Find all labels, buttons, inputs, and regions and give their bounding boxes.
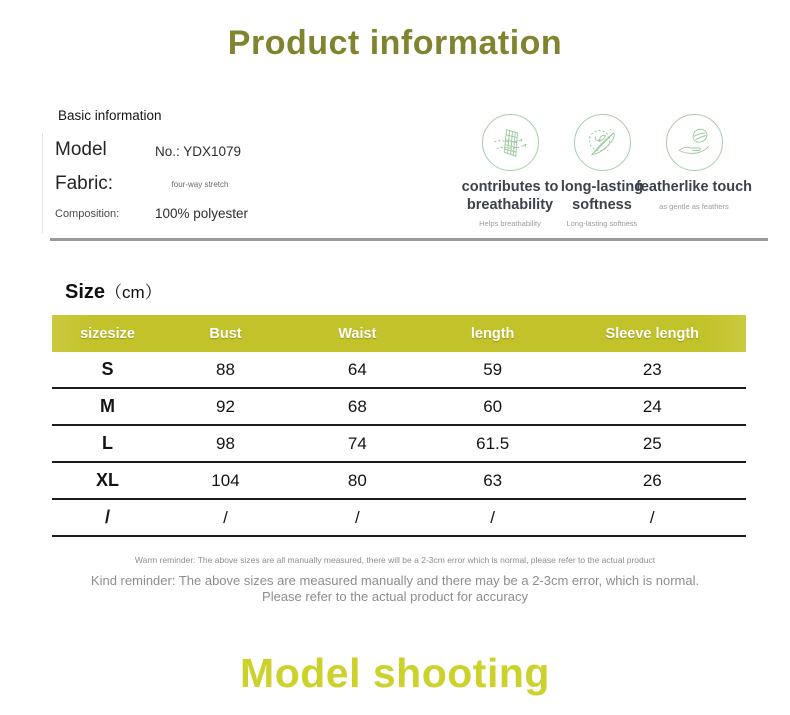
table-row-xl [52,463,746,500]
table-row-m [52,389,746,426]
feature-title: featherlike touch [635,179,753,195]
size-label: S [101,359,114,379]
breathable-mesh-icon [482,114,539,171]
size-label: / [105,507,111,527]
bust-value: 104 [211,470,240,490]
feature-title: long-lasting softness [560,179,644,213]
feature-subtitle: Long-lasting softness [566,219,638,229]
sleeve-length-value: / [649,507,655,527]
kind-reminder-text [0,573,790,606]
kind-reminder-line1: Kind reminder: The above sizes are measured manually and there may be a 2-3cm error, which is normal. [90,573,700,588]
column-header: Waist [338,325,377,342]
size-heading [65,278,162,304]
bust-value: 88 [216,359,235,379]
model-label: Model [55,139,107,160]
size-heading-unit: （cm） [105,283,162,302]
feature-subtitle: as gentle as feathers [659,201,729,211]
composition-label: Composition: [55,208,120,220]
basic-information-heading: Basic information [58,108,162,123]
table-row-empty [52,500,746,537]
sleeve-length-value: 23 [642,359,662,379]
model-number: No.: YDX1079 [155,144,242,159]
size-heading-label: Size [65,281,106,303]
basic-info-left-divider [42,133,43,233]
size-label: M [100,396,116,416]
table-row-l [52,426,746,463]
model-shooting-title: Model shooting [240,650,550,696]
column-header: Bust [209,325,242,342]
hand-leaf-icon [666,114,723,171]
composition-value: 100% polyester [155,206,249,221]
waist-value: 68 [347,396,367,416]
length-value: 59 [483,359,503,379]
length-value: / [490,507,496,527]
feature-title: contributes to breathability [461,179,559,213]
feature-subtitle: Helps breathability [479,219,541,229]
sleeve-length-value: 26 [642,470,662,490]
waist-value: 64 [347,359,367,379]
feather-swirl-icon [574,114,631,171]
length-value: 60 [483,396,503,416]
bust-value: 92 [216,396,235,416]
size-table [52,315,746,537]
feature-featherlike-touch [624,114,764,211]
page-title: Product information [227,24,563,62]
size-label: L [102,433,114,453]
sleeve-length-value: 24 [642,396,662,416]
waist-value: / [354,507,360,527]
waist-value: 80 [347,470,367,490]
size-table-header-row [52,315,746,352]
length-value: 63 [483,470,503,490]
length-value: 61.5 [476,433,510,453]
column-header: sizesize [80,325,135,342]
kind-reminder-line2: Please refer to the actual product for accuracy [262,589,528,605]
warm-reminder-text: Warm reminder: The above sizes are all manually measured, there will be a 2-3cm error which is normal, please refer to the actual product [134,555,656,565]
bust-value: / [223,507,228,527]
table-row-s [52,352,746,389]
column-header: length [470,325,515,342]
sleeve-length-value: 25 [642,433,662,453]
size-label: XL [96,470,120,490]
section-divider [50,238,768,241]
fabric-value: four-way stretch [171,180,229,189]
waist-value: 74 [347,433,367,453]
column-header: Sleeve length [605,325,700,342]
fabric-label: Fabric: [55,173,114,194]
bust-value: 98 [216,433,235,453]
